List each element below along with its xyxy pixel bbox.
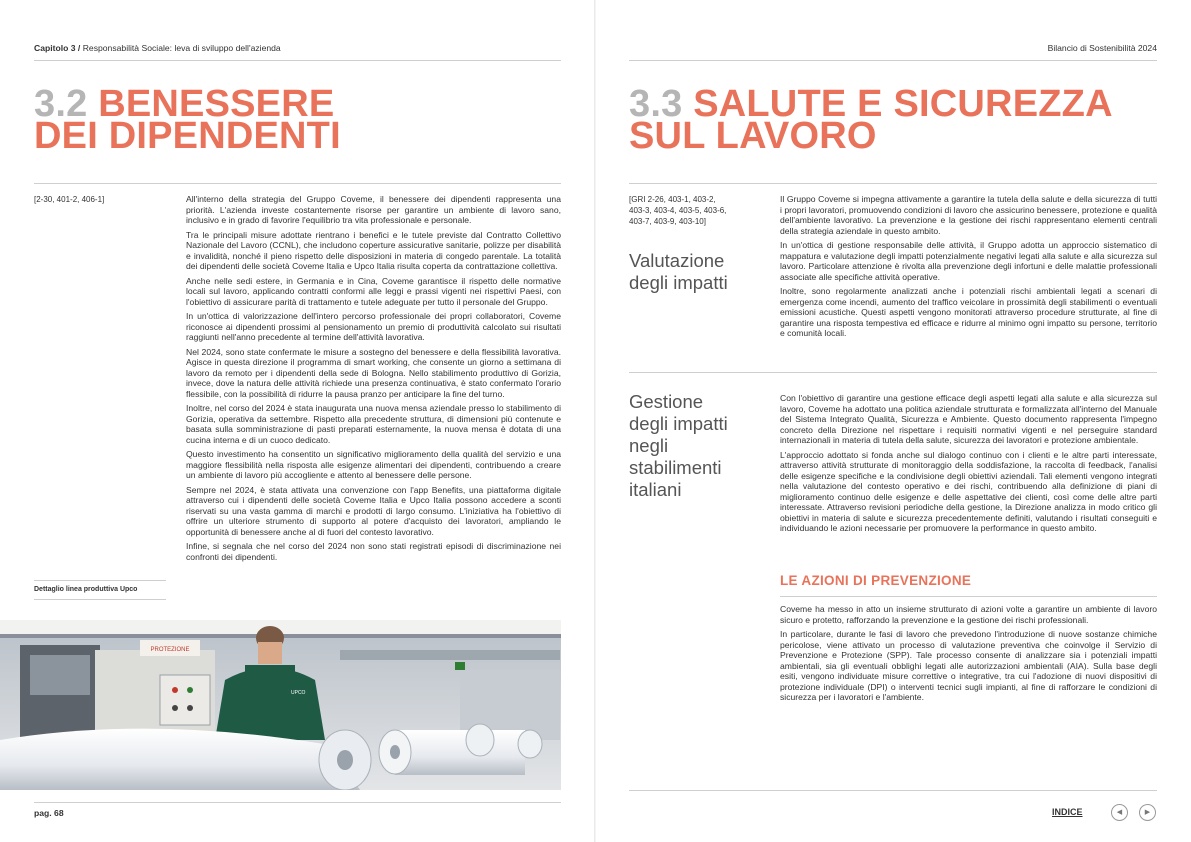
body-text-valutazione bbox=[780, 194, 1157, 343]
body-paragraph: Con l'obiettivo di garantire una gestione efficace degli aspetti legati alla salute e alla sicurezza sul lavoro, Coveme ha adottato una politica aziendale strutturata e formalizzata all'interno del Manuale del Sistema Integrato Qualità, Sicurezza e Ambiente. Questo documento rappresenta l'impegno concreto della Direzione nel rispettare i requisiti normativi vigenti e nel perseguire standard internazionali in materia di tutela della salute, sicurezza dei lavoratori e protezione ambientale. bbox=[780, 393, 1157, 445]
subheading-gestione bbox=[629, 391, 728, 501]
block-divider bbox=[629, 372, 1157, 373]
section-heading-rule bbox=[780, 596, 1157, 597]
subheading-valutazione bbox=[629, 250, 728, 294]
body-text-gestione bbox=[780, 393, 1157, 538]
page-title-right bbox=[629, 83, 1113, 157]
body-paragraph: Il Gruppo Coveme si impegna attivamente a garantire la tutela della salute e della sicurezza di tutti i propri lavoratori, promuovendo condizioni di lavoro che assicurino benessere, protezione e qualità dell'ambiente lavorativo. La prevenzione e la gestione dei rischi rappresentano elementi centrali della strategia aziendale in questo ambito. bbox=[780, 194, 1157, 236]
warning-sign-text: PROTEZIONE bbox=[150, 647, 190, 653]
gri-references: [2-30, 401-2, 406-1] bbox=[34, 195, 105, 204]
body-paragraph: Infine, si segnala che nel corso del 2024 non sono stati registrati episodi di discriminazione nei confronti dei dipendenti. bbox=[186, 541, 561, 562]
section-divider-right bbox=[629, 183, 1157, 184]
body-paragraph: Anche nelle sedi estere, in Germania e in Cina, Coveme garantisce il rispetto delle normative locali sul lavoro, applicando contratti conformi alle leggi e prassi vigenti nei rispettivi Paesi, con l'obiettivo di assicurare parità di trattamento e tutele adeguate per tutto il personale del Gruppo. bbox=[186, 275, 561, 307]
left-page bbox=[0, 0, 595, 842]
running-header bbox=[34, 43, 281, 53]
footer-divider-right bbox=[629, 790, 1157, 791]
caption-rule-bottom bbox=[34, 599, 166, 600]
title-line-2-right: SUL LAVORO bbox=[629, 115, 877, 157]
body-paragraph: Inoltre, sono regolarmente analizzati anche i potenziali rischi ambientali legati a scenari di emergenza come incendi, aumento del traffico veicolare in prossimità degli stabilimenti o eventuali emissioni acustiche. Questi aspetti vengono monitorati attraverso procedure strutturate, al fine di garantire una risposta tempestiva ed efficace e ridurre al minimo ogni impatto su persone, territorio e comunità locali. bbox=[780, 286, 1157, 338]
shirt-logo: UPCO bbox=[291, 690, 306, 696]
chapter-title: Responsabilità Sociale: leva di sviluppo dell'azienda bbox=[82, 43, 281, 53]
title-line-1: BENESSERE bbox=[98, 83, 335, 125]
footer-divider bbox=[34, 802, 561, 803]
subheading-line: degli impatti bbox=[629, 413, 728, 434]
body-paragraph: In un'ottica di valorizzazione dell'intero percorso professionale dei propri collaboratori, Coveme riconosce ai dipendenti prossimi al pensionamento un premio di produttività calcolato sui risultati raggiunti nell'anno precedente al termine dell'attività lavorativa. bbox=[186, 311, 561, 342]
photo-illustration bbox=[0, 620, 561, 790]
running-header-right: Bilancio di Sostenibilità 2024 bbox=[1047, 43, 1157, 53]
section-divider bbox=[34, 183, 561, 184]
body-text-prevenzione bbox=[780, 604, 1157, 707]
production-line-photo bbox=[0, 620, 561, 790]
section-heading-prevenzione: LE AZIONI DI PREVENZIONE bbox=[780, 573, 972, 588]
caption-rule-top bbox=[34, 580, 166, 581]
title-line-2: DEI DIPENDENTI bbox=[34, 115, 341, 157]
subheading-line: negli bbox=[629, 435, 669, 456]
next-page-button[interactable]: ▶ bbox=[1139, 804, 1156, 821]
subheading-line: italiani bbox=[629, 479, 682, 500]
header-divider-right bbox=[629, 60, 1157, 61]
title-line-1-right: SALUTE E SICUREZZA bbox=[693, 83, 1113, 125]
title-number-right: 3.3 bbox=[629, 83, 683, 125]
subheading-line: degli impatti bbox=[629, 272, 728, 293]
body-paragraph: Inoltre, nel corso del 2024 è stata inaugurata una nuova mensa aziendale presso lo stabilimento di Gorizia, operativa da settembre. Rispetto alla precedente struttura, di dimensioni più contenute e basata sulla somministrazione di pasti preparati esternamente, la nuova mensa è dotata di una cucina interna e di un cuoco dedicato. bbox=[186, 403, 561, 445]
gri-ref-line-2: 403-3, 403-4, 403-5, 403-6, bbox=[629, 206, 727, 215]
header-divider bbox=[34, 60, 561, 61]
chapter-label: Capitolo 3 / bbox=[34, 43, 81, 53]
body-paragraph: Tra le principali misure adottate rientrano i benefici e le tutele previste dal Contratto Collettivo Nazionale del Lavoro (CCNL), che includono coperture assicurative sanitarie, polizze per disabilità e invalidità, nonché il pieno rispetto delle disposizioni in materia di congedo parentale. La totalità dei dipendenti delle società Coveme Italia e Upco Italia risulta coperta da contrattazione collettiva. bbox=[186, 229, 561, 271]
photo-caption: Dettaglio linea produttiva Upco bbox=[34, 586, 138, 593]
previous-page-button[interactable]: ◀ bbox=[1111, 804, 1128, 821]
body-paragraph: Sempre nel 2024, è stata attivata una convenzione con l'app Benefits, una piattaforma digitale attraverso cui i dipendenti delle società Coveme Italia e Upco Italia possono accedere a sconti riservati su una vasta gamma di marchi e prodotti di largo consumo. L'iniziativa ha l'obiettivo di offrire un ulteriore strumento di supporto al potere d'acquisto dei lavoratori, ampliando le opportunità di benessere anche al di fuori del contesto lavorativo. bbox=[186, 484, 561, 537]
gri-ref-line-3: 403-7, 403-9, 403-10] bbox=[629, 217, 706, 226]
body-text bbox=[186, 194, 561, 566]
body-paragraph: Questo investimento ha consentito un significativo miglioramento della qualità del servizio e una maggiore flessibilità nella risposta alle esigenze alimentari dei dipendenti, contribuendo a creare un ambiente di lavoro più accogliente e attento al benessere delle persone. bbox=[186, 449, 561, 480]
subheading-line: Valutazione bbox=[629, 250, 725, 271]
title-number: 3.2 bbox=[34, 83, 88, 125]
gri-ref-line-1: [GRI 2-26, 403-1, 403-2, bbox=[629, 195, 716, 204]
body-paragraph: In un'ottica di gestione responsabile delle attività, il Gruppo adotta un approccio sistematico di mappatura e valutazione degli impatti potenzialmente negativi legati alla salute e alla sicurezza sul lavoro. Particolare attenzione è rivolta alla prevenzione degli infortuni e delle malattie professionali associate alle specifiche attività operative. bbox=[780, 240, 1157, 282]
body-paragraph: L'approccio adottato si fonda anche sul dialogo continuo con i clienti e le altre parti interessate, attraverso attività strutturate di monitoraggio della soddisfazione, la raccolta di feedback, l'analisi delle esigenze specifiche e la condivisione degli obiettivi aziendali. Tali elementi vengono integrati nella valutazione del contesto operativo e dei rischi, contribuendo alla definizione di piani di miglioramento continuo delle esigenze e delle aspettative dei clienti, così come delle altre parti interessate. Attraverso revisioni periodiche della gestione, la Direzione analizza in modo critico gli obiettivi in materia di salute e sicurezza precedentemente definiti, valutando i risultati conseguiti e individuando le azioni necessarie per promuovere la performance in questo ambito. bbox=[780, 449, 1157, 533]
subheading-line: Gestione bbox=[629, 391, 704, 412]
subheading-line: stabilimenti bbox=[629, 457, 722, 478]
right-page bbox=[596, 0, 1191, 842]
body-paragraph: In particolare, durante le fasi di lavoro che prevedono l'introduzione di nuove sostanze chimiche pericolose, viene attivato un processo di valutazione preventiva che coinvolge il Servizio di Prevenzione e Protezione (SPP). Tale processo consente di analizzare sia i potenziali impatti ambientali, sia gli eventuali obblighi legati alle autorizzazioni ambientali (AIA). Sulla base degli esiti, vengono individuate misure correttive o integrative, tra cui l'adozione di nuovi dispositivi di protezione individuale (DPI) o interventi tecnici sugli impianti, al fine di rafforzare le condizioni di sicurezza per i lavoratori e l'ambiente. bbox=[780, 629, 1157, 702]
body-paragraph: Nel 2024, sono state confermate le misure a sostegno del benessere e della flessibilità lavorativa. Agisce in questa direzione il programma di smart working, che consente un giorno a settimana di lavoro da remoto per i dipendenti della sede di Bologna. Nello stabilimento produttivo di Gorizia, invece, dove la natura delle attività richiede una presenza continuativa, è stato confermato l'orario flessibile, con la possibilità di ridurre la pausa pranzo per anticipare la fine del turno. bbox=[186, 346, 561, 399]
page-title bbox=[34, 83, 341, 157]
gri-references-right bbox=[629, 194, 726, 227]
body-paragraph: All'interno della strategia del Gruppo Coveme, il benessere dei dipendenti rappresenta una priorità. L'azienda investe costantemente risorse per garantire un ambiente di lavoro sano, inclusivo e in grado di favorire l'equilibrio tra vita professionale e personale. bbox=[186, 194, 561, 225]
index-link[interactable]: INDICE bbox=[1052, 807, 1083, 817]
page-number: pag. 68 bbox=[34, 808, 64, 818]
body-paragraph: Coveme ha messo in atto un insieme strutturato di azioni volte a garantire un ambiente di lavoro sicuro e protetto, rafforzando la prevenzione e la gestione dei rischi professionali. bbox=[780, 604, 1157, 625]
